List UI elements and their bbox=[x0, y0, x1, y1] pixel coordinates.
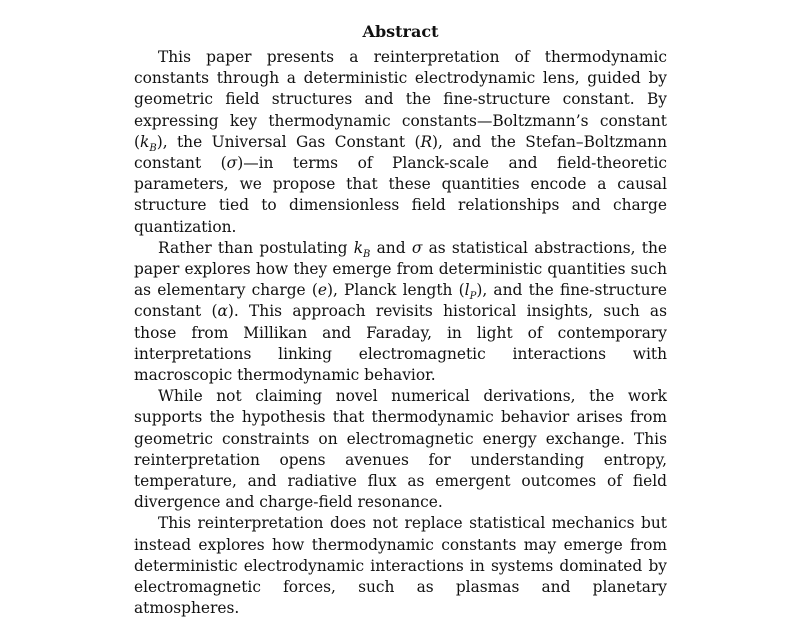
paragraph-text: This reinterpretation does not replace statistical mechanics but instead explores how thermodynamic constants may emerge from deterministic electrodynamic interactions in systems dominated by electromagnetic forces, such as plasmas and planetary atmospheres. bbox=[134, 514, 667, 618]
math-symbol bbox=[217, 302, 227, 320]
math-symbol bbox=[318, 281, 327, 299]
math-subscript: B bbox=[149, 142, 157, 154]
math-symbol-base: l bbox=[464, 281, 470, 300]
abstract-paragraph bbox=[134, 238, 667, 386]
math-symbol-base: R bbox=[420, 132, 433, 151]
paragraph-text: and bbox=[370, 238, 412, 257]
paragraph-text: )—in terms of Planck-scale and field-theoretic parameters, we propose that these quantities encode a causal structure tied to dimensionless field relationships and charge quantization. bbox=[134, 154, 667, 236]
paragraph-text: Rather than postulating bbox=[158, 238, 354, 257]
math-symbol bbox=[464, 281, 477, 303]
math-symbol bbox=[227, 154, 238, 172]
abstract-body bbox=[134, 47, 667, 619]
math-symbol bbox=[140, 132, 157, 154]
math-symbol-base: α bbox=[217, 302, 228, 321]
paragraph-text: ), and the fine-structure constant ( bbox=[134, 281, 667, 321]
paragraph-text: While not claiming novel numerical derivations, the work supports the hypothesis that thermodynamic behavior arises from geometric constraints on electromagnetic energy exchange. This reinterpretation opens avenues for understanding entropy, temperature, and radiative flux as emergent outcomes of field divergence and charge-field resonance. bbox=[134, 387, 667, 512]
math-symbol-base: σ bbox=[411, 238, 423, 257]
abstract-paragraph bbox=[134, 386, 667, 513]
math-subscript: B bbox=[363, 248, 371, 260]
paragraph-text: ), the Universal Gas Constant ( bbox=[156, 132, 421, 151]
math-symbol-base: k bbox=[353, 238, 364, 257]
paragraph-text: ). This approach revisits historical insights, such as those from Millikan and Faraday, in light of contemporary interpretations linking electromagnetic interactions with macroscopic thermodynamic behavior. bbox=[134, 302, 667, 385]
paragraph-text: ), Planck length ( bbox=[326, 281, 465, 300]
abstract-heading: Abstract bbox=[362, 22, 439, 41]
math-symbol-base: σ bbox=[226, 154, 238, 173]
paragraph-text: This paper presents a reinterpretation of thermodynamic constants through a deterministic electrodynamic lens, guided by geometric field structures and the fine-structure constant. By expressing key thermodynamic constants—Boltzmann’s constant ( bbox=[134, 48, 667, 151]
abstract-paragraph bbox=[134, 513, 667, 619]
math-symbol-base: e bbox=[317, 281, 327, 300]
math-symbol bbox=[353, 238, 371, 260]
math-symbol bbox=[412, 239, 423, 257]
math-symbol-base: k bbox=[140, 132, 150, 151]
paragraph-text: ), and the Stefan–Boltzmann constant ( bbox=[134, 132, 667, 173]
math-symbol bbox=[420, 133, 432, 151]
abstract-page bbox=[134, 0, 667, 619]
math-subscript: P bbox=[469, 291, 477, 303]
paragraph-text: as statistical abstractions, the paper explores how they emerge from deterministic quantities such as elementary charge ( bbox=[134, 238, 668, 300]
abstract-paragraph bbox=[134, 47, 667, 238]
